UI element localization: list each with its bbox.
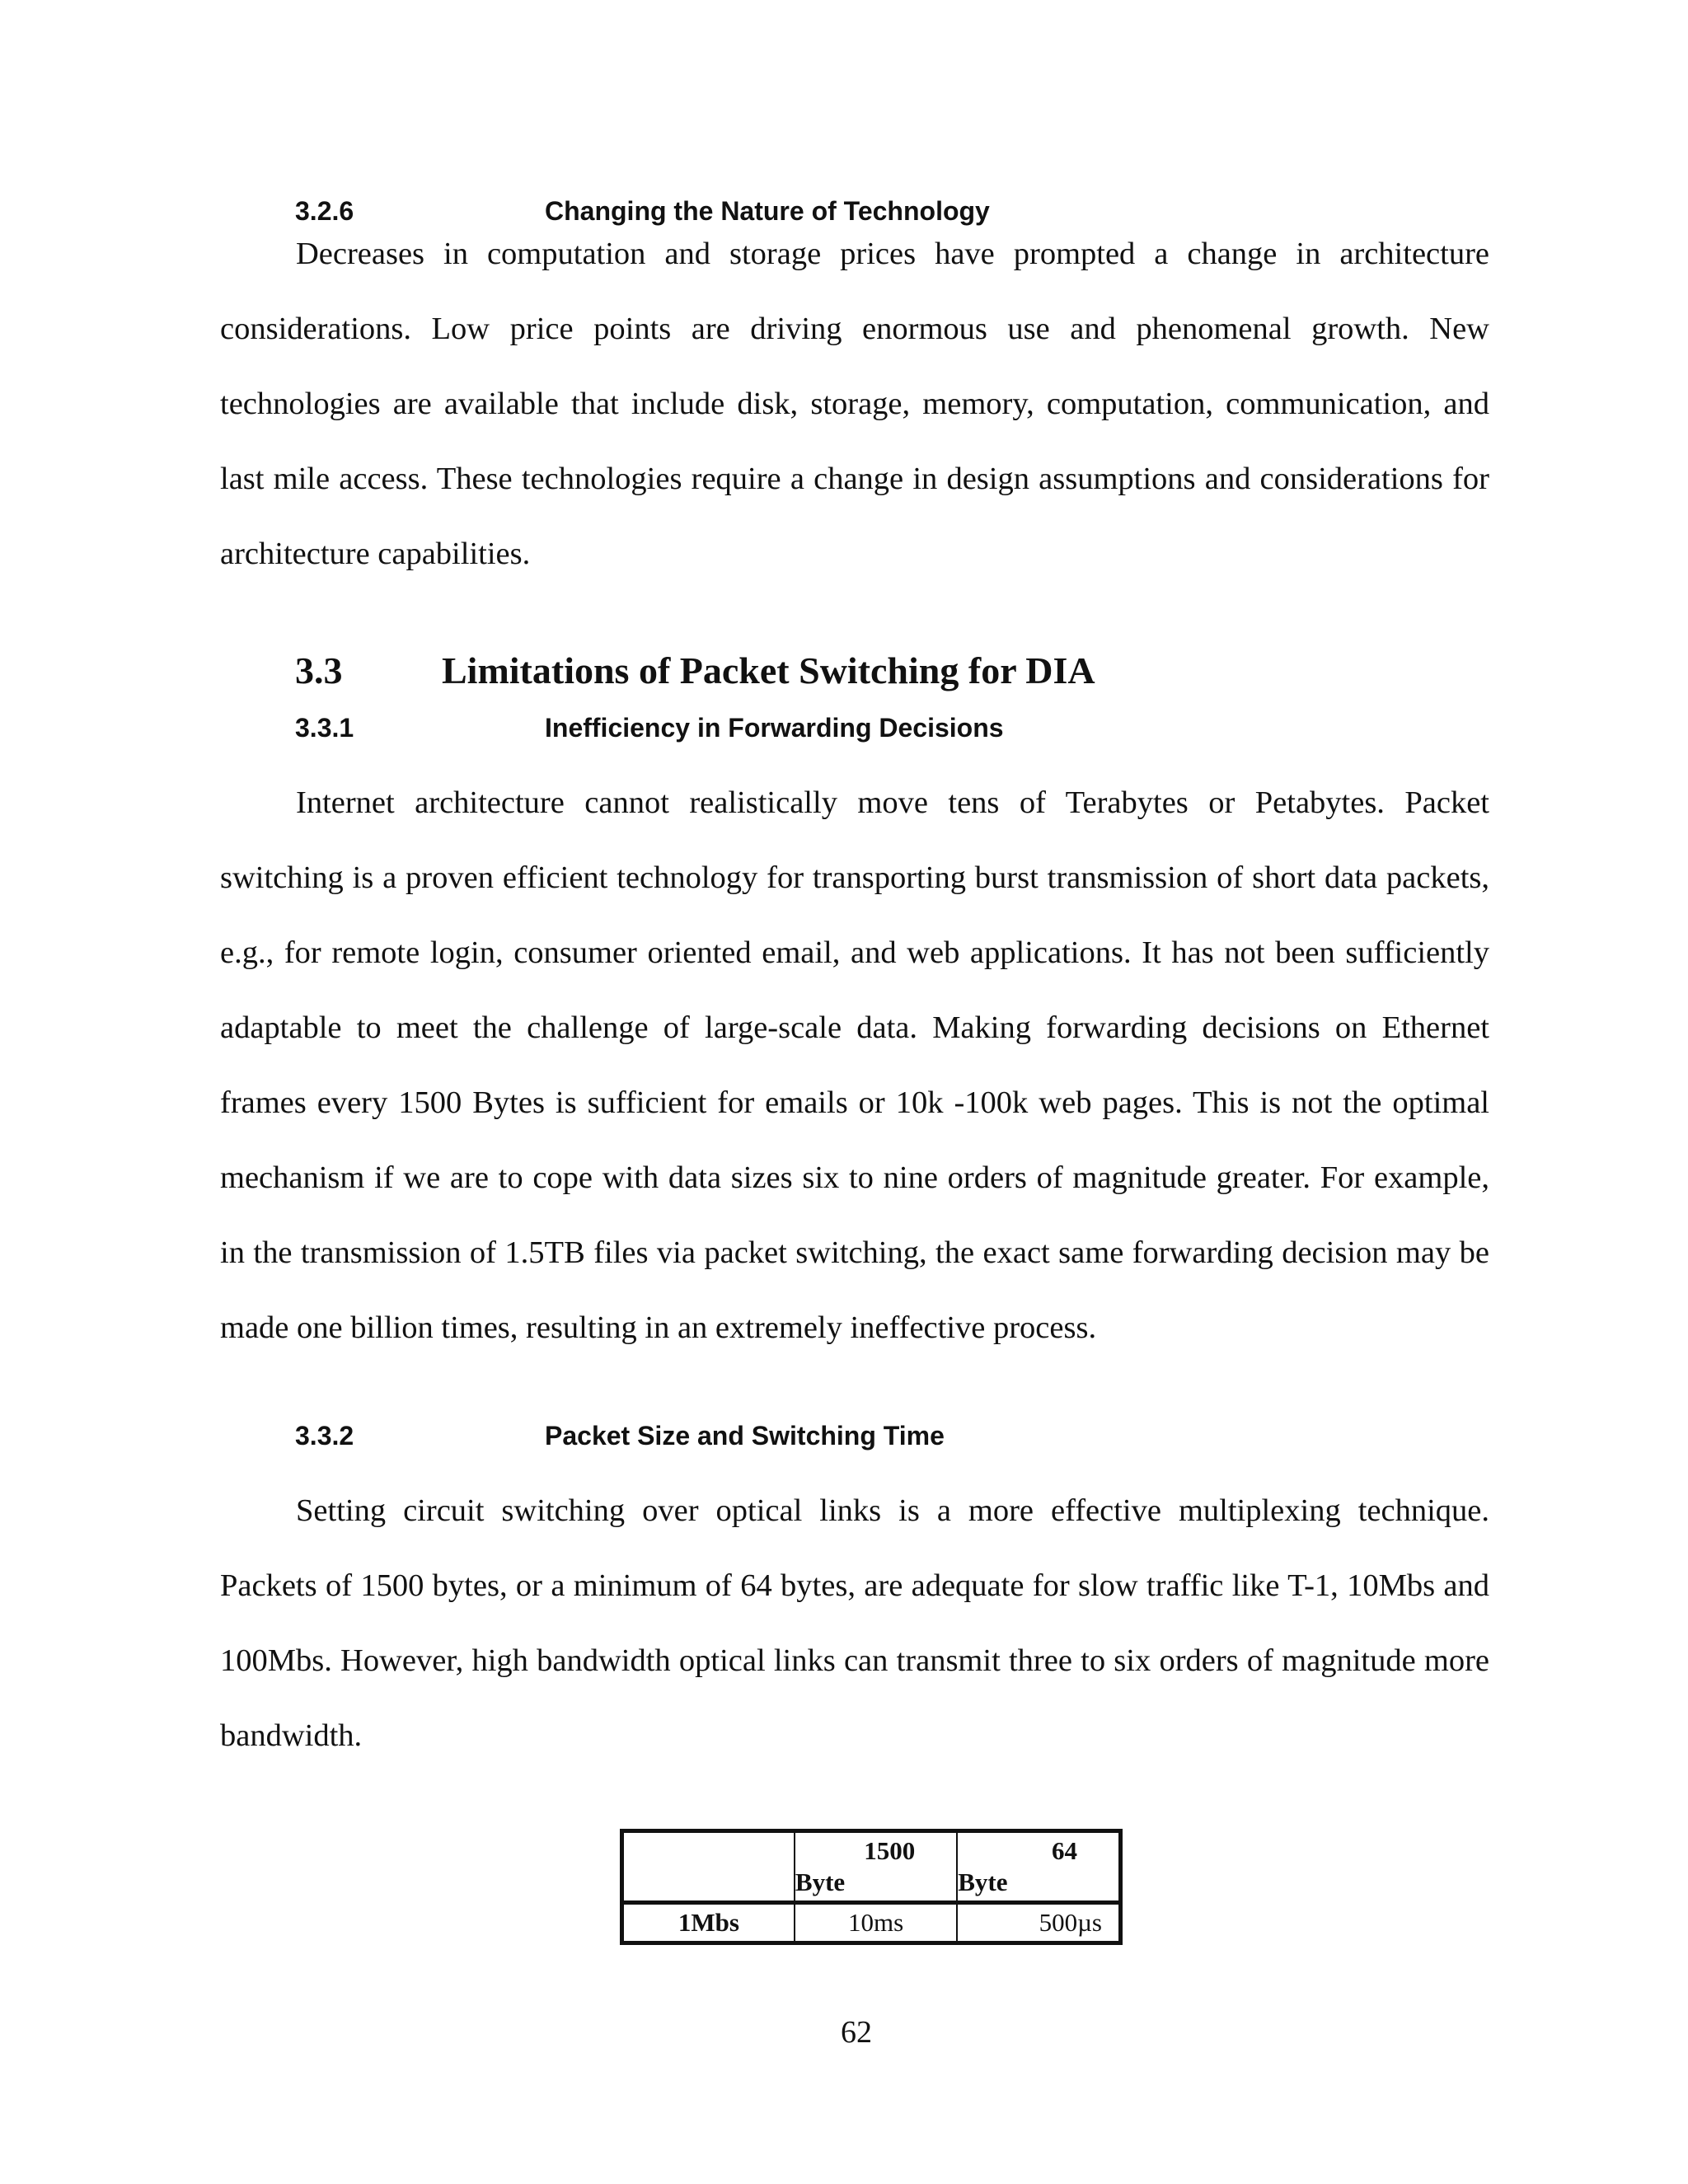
section-number: 3.3.2 [295,1421,354,1451]
table-header-cell [795,1831,957,1903]
header-size: 1500 [864,1836,916,1865]
table-cell: 10ms [795,1903,957,1943]
table-header-row [622,1831,1121,1903]
section-title: Limitations of Packet Switching for DIA [442,649,1095,691]
switching-time-table [620,1829,1123,1945]
page-number: 62 [841,2015,872,2050]
section-3-3-1-paragraph: Internet architecture cannot realistically move tens of Terabytes or Petabytes. Packet switching is a proven efficient technology for transporting burst transmission of short data packets, e.g., for remote login, consumer oriented email, and web applications. It has not been sufficiently adaptable to meet the challenge of large-scale data. Making forwarding decisions on Ethernet frames every 1500 Bytes is sufficient for emails or 10k -100k web pages. This is not the optimal mechanism if we are to cope with data sizes six to nine orders of magnitude greater. For example, in the transmission of 1.5TB files via packet switching, the exact same forwarding decision may be made one billion times, resulting in an extremely ineffective process. [220,785,1489,1345]
section-number: 3.3 [295,649,343,691]
table-header-empty-cell [622,1831,795,1903]
table-header-cell [957,1831,1120,1903]
section-title: Inefficiency in Forwarding Decisions [545,713,1004,743]
section-number: 3.3.1 [295,713,354,743]
section-title: Packet Size and Switching Time [545,1421,945,1451]
table-cell: 500µs [957,1903,1120,1943]
section-number: 3.2.6 [295,196,354,226]
section-3-2-6-paragraph: Decreases in computation and storage prices have prompted a change in architecture considerations. Low price points are driving enormous use and phenomenal growth. New technologies are available that include disk, storage, memory, computation, communication, and last mile access. These technologies require a change in design assumptions and considerations for architecture capabilities. [220,237,1489,571]
header-size: 64 [1052,1836,1077,1865]
row-label: 1Mbs [622,1903,795,1943]
section-3-3-2-paragraph: Setting circuit switching over optical links is a more effective multiplexing technique. Packets of 1500 bytes, or a minimum of 64 bytes, are adequate for slow traffic like T-1, 10Mbs and 100Mbs. However, high bandwidth optical links can transmit three to six orders of magnitude more bandwidth. [220,1493,1489,1753]
header-unit: Byte [795,1868,846,1896]
header-unit: Byte [958,1868,1008,1896]
table-row [622,1903,1121,1943]
section-title: Changing the Nature of Technology [545,196,990,226]
